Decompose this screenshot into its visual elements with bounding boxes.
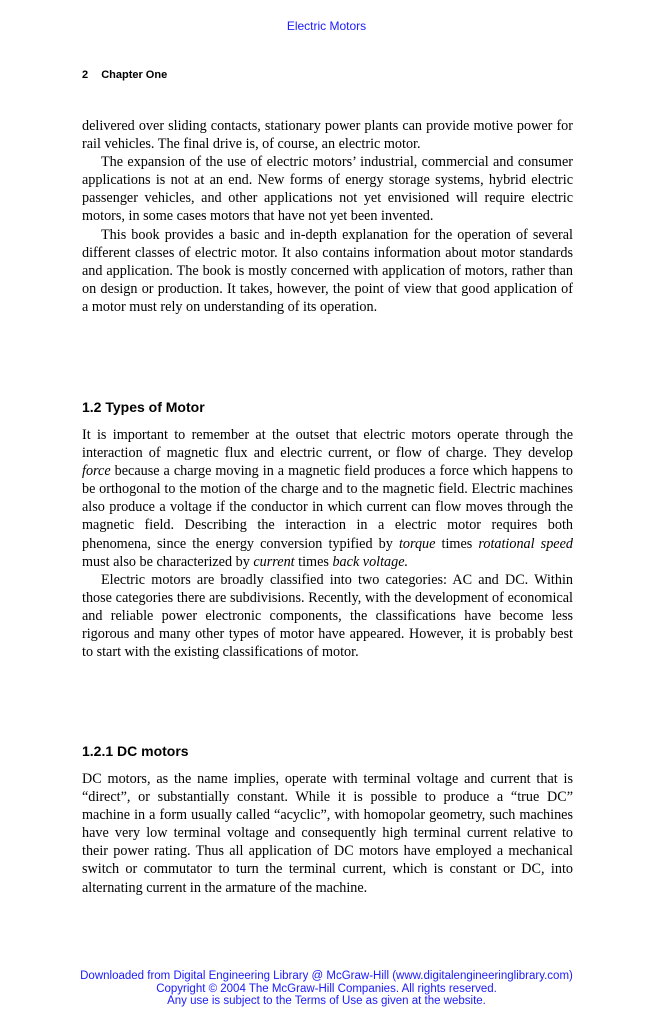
chapter-label: Chapter One (101, 69, 168, 81)
section-1-2-text (82, 426, 573, 661)
emphasis-rotational-speed: rotational speed (478, 535, 573, 552)
emphasis-torque: torque (398, 535, 436, 552)
page-header (82, 69, 167, 81)
section-1-2-1-text (82, 770, 573, 897)
footer-copyright: Copyright © 2004 The McGraw-Hill Companies. All rights reserved. (156, 982, 497, 995)
footer-download-link[interactable]: Downloaded from Digital Engineering Library @ McGraw-Hill (www.digitalengineeringlibrary.com) (80, 970, 573, 982)
emphasis-force: force (82, 463, 111, 480)
paragraph: delivered over sliding contacts, stationary power plants can provide motive power for rail vehicles. The final drive is, of course, an electric motor. (82, 118, 573, 153)
paragraph: This book provides a basic and in-depth explanation for the operation of several different classes of electric motor. It also contains information about motor standards and application. The book is mostly concerned with application of motors, rather than on design or production. It takes, however, the point of view that good application of a motor must rely on understanding of its operation. (82, 226, 573, 315)
emphasis-current: current (253, 553, 295, 570)
page-number: 2 (82, 69, 89, 81)
footer (0, 970, 653, 1008)
paragraph: DC motors, as the name implies, operate with terminal voltage and current that is “direct”, or substantially constant. While it is possible to produce a “true DC” machine in a form usually called “acyclic”, with homopolar geometry, such machines have very low terminal voltage and consequently high terminal current relative to their power rating. Thus all application of DC motors have employed a mechanical switch or commutator to turn the terminal current, which is constant or DC, into alternating current in the armature of the machine. (82, 771, 573, 896)
paragraph: It is important to remember at the outset that electric motors operate through the interaction of magnetic flux and electric current, or flow of charge. They develop force because a charge moving in a magnetic field produces a force which happens to be orthogonal to the motion of the charge and to the magnetic field. Electric machines also produce a voltage if the conductor in which current can flow moves through the magnetic field. Describing the interaction in a electric motor requires both phenomena, since the energy conversion typified by torque times rotational speed must also be characterized by current times back voltage. (82, 427, 573, 570)
footer-terms: Any use is subject to the Terms of Use as given at the website. (167, 995, 486, 1007)
emphasis-back-voltage: back voltage (332, 553, 405, 570)
paragraph: Electric motors are broadly classified into two categories: AC and DC. Within those categories there are subdivisions. Recently, with the development of economical and reliable power electronic components, the classifications have become less rigorous and many other types of motor have appeared. However, it is probably best to start with the existing classifications of motor. (82, 571, 573, 661)
running-head: Electric Motors (286, 19, 367, 33)
section-heading-1-2-1: 1.2.1 DC motors (82, 743, 189, 759)
paragraph: The expansion of the use of electric motors’ industrial, commercial and consumer applications is not at an end. New forms of energy storage systems, hybrid electric passenger vehicles, and other applications not yet envisioned will require electric motors, in some cases motors that have not yet been invented. (82, 154, 573, 225)
intro-text-block (82, 117, 573, 316)
section-heading-1-2: 1.2 Types of Motor (82, 399, 205, 415)
